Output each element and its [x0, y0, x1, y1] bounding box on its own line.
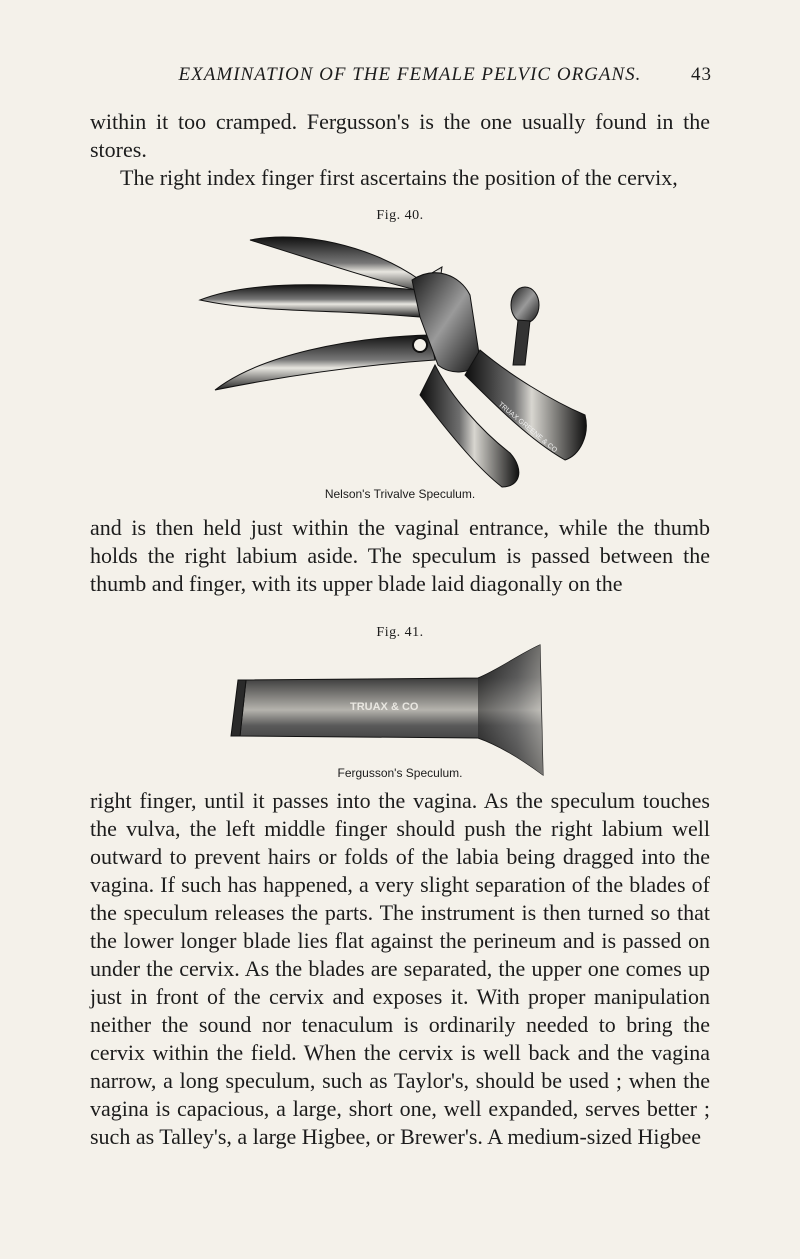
- page-number: 43: [691, 64, 712, 85]
- paragraph-2: The right index finger first ascertains the position of the cervix,: [120, 165, 678, 190]
- paragraph-3: and is then held just within the vaginal entrance, while the thumb holds the right labium aside. The speculum is passed between the thumb and finger, with its upper blade laid diagonally on the: [90, 515, 710, 596]
- figure-40-caption: Nelson's Trivalve Speculum.: [324, 487, 476, 501]
- figure-41-label: Fig. 41.: [376, 625, 424, 640]
- running-head: [110, 64, 710, 86]
- figure-40-label: Fig. 40.: [376, 208, 424, 223]
- figure-41-engraving: TRUAX & CO: [350, 701, 419, 713]
- figure-41-caption: Fergusson's Speculum.: [337, 766, 463, 780]
- running-head-title: EXAMINATION OF THE FEMALE PELVIC ORGANS.: [178, 64, 642, 85]
- figure-40-engraving: TRUAX GREENE & CO: [496, 401, 559, 455]
- paragraph-1: within it too cramped. Fergusson's is the one usually found in the stores.: [90, 109, 710, 162]
- paragraph-4: right finger, until it passes into the vagina. As the speculum touches the vulva, the left middle finger should push the right labium well outward to prevent hairs or folds of the labia being dragged into the vagina. If such has happened, a very slight separation of the blades of the speculum releases the parts. The instrument is then turned so that the lower longer blade lies flat against the perineum and is passed on under the cervix. As the blades are separated, the upper one comes up just in front of the cervix and exposes it. With proper manipulation neither the sound nor tenaculum is ordinarily needed to bring the cervix within the field. When the cervix is well back and the vagina narrow, a long speculum, such as Taylor's, should be used ; when the vagina is capacious, a large, short one, well expanded, serves better ; such as Talley's, a large Higbee, or Brewer's. A medium-sized Higbee: [90, 788, 710, 1149]
- figure-41-fergusson-speculum-illustration: [228, 640, 568, 780]
- figure-40-trivalve-speculum-illustration: [180, 225, 640, 495]
